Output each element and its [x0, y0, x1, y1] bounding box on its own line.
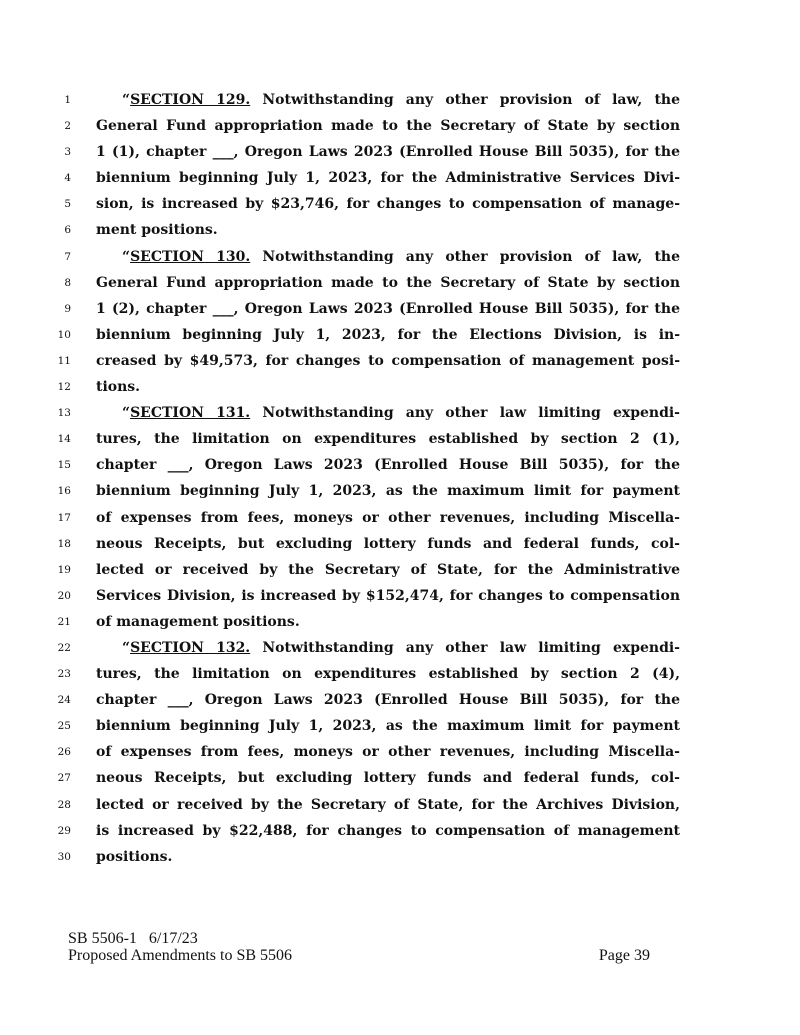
line-number: 20	[57, 589, 71, 602]
document-line	[0, 348, 800, 374]
line-number: 9	[64, 302, 71, 315]
document-line	[0, 191, 800, 217]
document-line	[0, 426, 800, 452]
line-text	[122, 244, 680, 270]
document-line	[0, 165, 800, 191]
line-number: 21	[57, 615, 71, 628]
document-line	[0, 531, 800, 557]
document-line	[0, 296, 800, 322]
document-line	[0, 739, 800, 765]
line-content: ment positions.	[96, 222, 218, 239]
line-number: 8	[64, 276, 71, 289]
document-line	[0, 113, 800, 139]
line-text	[96, 739, 680, 765]
line-number: 11	[57, 354, 71, 367]
line-text	[96, 426, 680, 452]
document-line	[0, 478, 800, 504]
line-content: tures, the limitation on expenditures established by section 2 (4),	[96, 666, 680, 683]
line-text	[96, 296, 680, 322]
line-text	[96, 139, 680, 165]
line-number: 7	[64, 250, 71, 263]
line-number: 5	[64, 198, 71, 211]
document-line	[0, 792, 800, 818]
document-body	[0, 87, 800, 870]
line-content: of management positions.	[96, 613, 300, 630]
document-line	[0, 244, 800, 270]
document-line	[0, 139, 800, 165]
document-line	[0, 818, 800, 844]
line-content: neous Receipts, but excluding lottery funds and federal funds, col-	[96, 770, 680, 787]
open-quote: “	[122, 92, 131, 108]
line-text	[96, 844, 680, 870]
line-number: 26	[57, 746, 71, 759]
line-text	[96, 217, 680, 243]
line-text	[96, 661, 680, 687]
line-number: 2	[64, 120, 71, 133]
line-number: 30	[57, 850, 71, 863]
line-number: 28	[57, 798, 71, 811]
line-text	[96, 609, 680, 635]
document-line	[0, 844, 800, 870]
line-content: is increased by $22,488, for changes to compensation of management	[96, 822, 680, 839]
line-number: 12	[57, 381, 71, 394]
section-heading: SECTION 132.	[130, 639, 251, 656]
line-number: 17	[57, 511, 71, 524]
line-text	[96, 191, 680, 217]
section-heading: SECTION 129.	[130, 92, 251, 108]
document-line	[0, 87, 800, 113]
line-number: 19	[57, 563, 71, 576]
line-text	[96, 505, 680, 531]
line-content: tions.	[96, 379, 141, 396]
document-line	[0, 217, 800, 243]
line-text	[96, 818, 680, 844]
line-number: 6	[64, 224, 71, 237]
line-number: 24	[57, 694, 71, 707]
line-text	[96, 322, 680, 348]
line-text	[96, 113, 680, 139]
line-content: lected or received by the Secretary of State, for the Administrative	[96, 561, 680, 578]
line-content: biennium beginning July 1, 2023, for the Administrative Services Divi-	[96, 170, 680, 187]
line-content: biennium beginning July 1, 2023, as the maximum limit for payment	[96, 718, 680, 735]
line-text	[96, 374, 680, 400]
document-line	[0, 452, 800, 478]
line-number: 13	[57, 407, 71, 420]
line-content: neous Receipts, but excluding lottery funds and federal funds, col-	[96, 535, 680, 552]
line-text	[96, 583, 680, 609]
document-line	[0, 557, 800, 583]
document-line	[0, 270, 800, 296]
document-line	[0, 687, 800, 713]
line-content: lected or received by the Secretary of State, for the Archives Division,	[96, 796, 680, 813]
line-text	[96, 765, 680, 791]
line-number: 29	[57, 824, 71, 837]
document-line	[0, 713, 800, 739]
line-number: 22	[57, 641, 71, 654]
footer-title: Proposed Amendments to SB 5506	[68, 947, 293, 964]
line-content: positions.	[96, 848, 173, 865]
document-line	[0, 374, 800, 400]
document-line	[0, 322, 800, 348]
line-text	[96, 165, 680, 191]
line-number: 23	[57, 668, 71, 681]
line-text	[96, 478, 680, 504]
line-number: 1	[64, 94, 71, 106]
document-line	[0, 609, 800, 635]
line-content: creased by $49,573, for changes to compensation of management posi-	[96, 352, 680, 369]
line-content: biennium beginning July 1, 2023, as the maximum limit for payment	[96, 483, 680, 500]
open-quote: “	[122, 405, 131, 422]
line-text	[96, 531, 680, 557]
open-quote: “	[122, 639, 131, 656]
line-text	[96, 557, 680, 583]
document-line	[0, 400, 800, 426]
line-text	[96, 270, 680, 296]
section-heading: SECTION 131.	[130, 405, 251, 422]
line-content: Services Division, is increased by $152,474, for changes to compensation	[96, 587, 680, 604]
line-number: 14	[57, 433, 71, 446]
line-number: 25	[57, 720, 71, 733]
line-content: tures, the limitation on expenditures established by section 2 (1),	[96, 431, 680, 448]
line-text	[96, 713, 680, 739]
line-content: 1 (2), chapter ___, Oregon Laws 2023 (Enrolled House Bill 5035), for the	[96, 300, 680, 317]
line-content: Notwithstanding any other law limiting expendi-	[250, 639, 680, 656]
page-number: Page 39	[598, 947, 650, 964]
line-content: Notwithstanding any other law limiting expendi-	[250, 405, 680, 422]
document-line	[0, 661, 800, 687]
line-text	[96, 452, 680, 478]
line-text	[96, 792, 680, 818]
line-number: 3	[64, 146, 71, 159]
line-content: General Fund appropriation made to the Secretary of State by section	[96, 274, 680, 291]
line-content: chapter ___, Oregon Laws 2023 (Enrolled House Bill 5035), for the	[96, 692, 680, 709]
document-line	[0, 765, 800, 791]
line-text	[96, 687, 680, 713]
line-text	[96, 348, 680, 374]
line-text	[122, 635, 680, 661]
document-line	[0, 583, 800, 609]
line-number: 16	[57, 485, 71, 498]
line-number: 4	[64, 172, 71, 185]
line-content: Notwithstanding any other provision of law, the	[250, 248, 680, 265]
document-line	[0, 635, 800, 661]
footer-doc-id: SB 5506-1 6/17/23	[68, 930, 198, 947]
line-number: 18	[57, 537, 71, 550]
page-footer	[68, 930, 650, 964]
line-content: General Fund appropriation made to the Secretary of State by section	[96, 118, 680, 135]
line-content: sion, is increased by $23,746, for changes to compensation of manage-	[96, 196, 680, 213]
line-number: 27	[57, 772, 71, 785]
line-content: of expenses from fees, moneys or other revenues, including Miscella-	[96, 744, 680, 761]
section-heading: SECTION 130.	[130, 248, 251, 265]
line-content: Notwithstanding any other provision of law, the	[250, 92, 680, 108]
line-content: 1 (1), chapter ___, Oregon Laws 2023 (Enrolled House Bill 5035), for the	[96, 144, 680, 161]
document-line	[0, 505, 800, 531]
line-content: chapter ___, Oregon Laws 2023 (Enrolled House Bill 5035), for the	[96, 457, 680, 474]
line-text	[122, 87, 680, 113]
line-content: biennium beginning July 1, 2023, for the Elections Division, is in-	[96, 326, 680, 343]
line-content: of expenses from fees, moneys or other revenues, including Miscella-	[96, 509, 680, 526]
line-text	[122, 400, 680, 426]
open-quote: “	[122, 248, 131, 265]
line-number: 15	[57, 459, 71, 472]
line-number: 10	[57, 328, 71, 341]
